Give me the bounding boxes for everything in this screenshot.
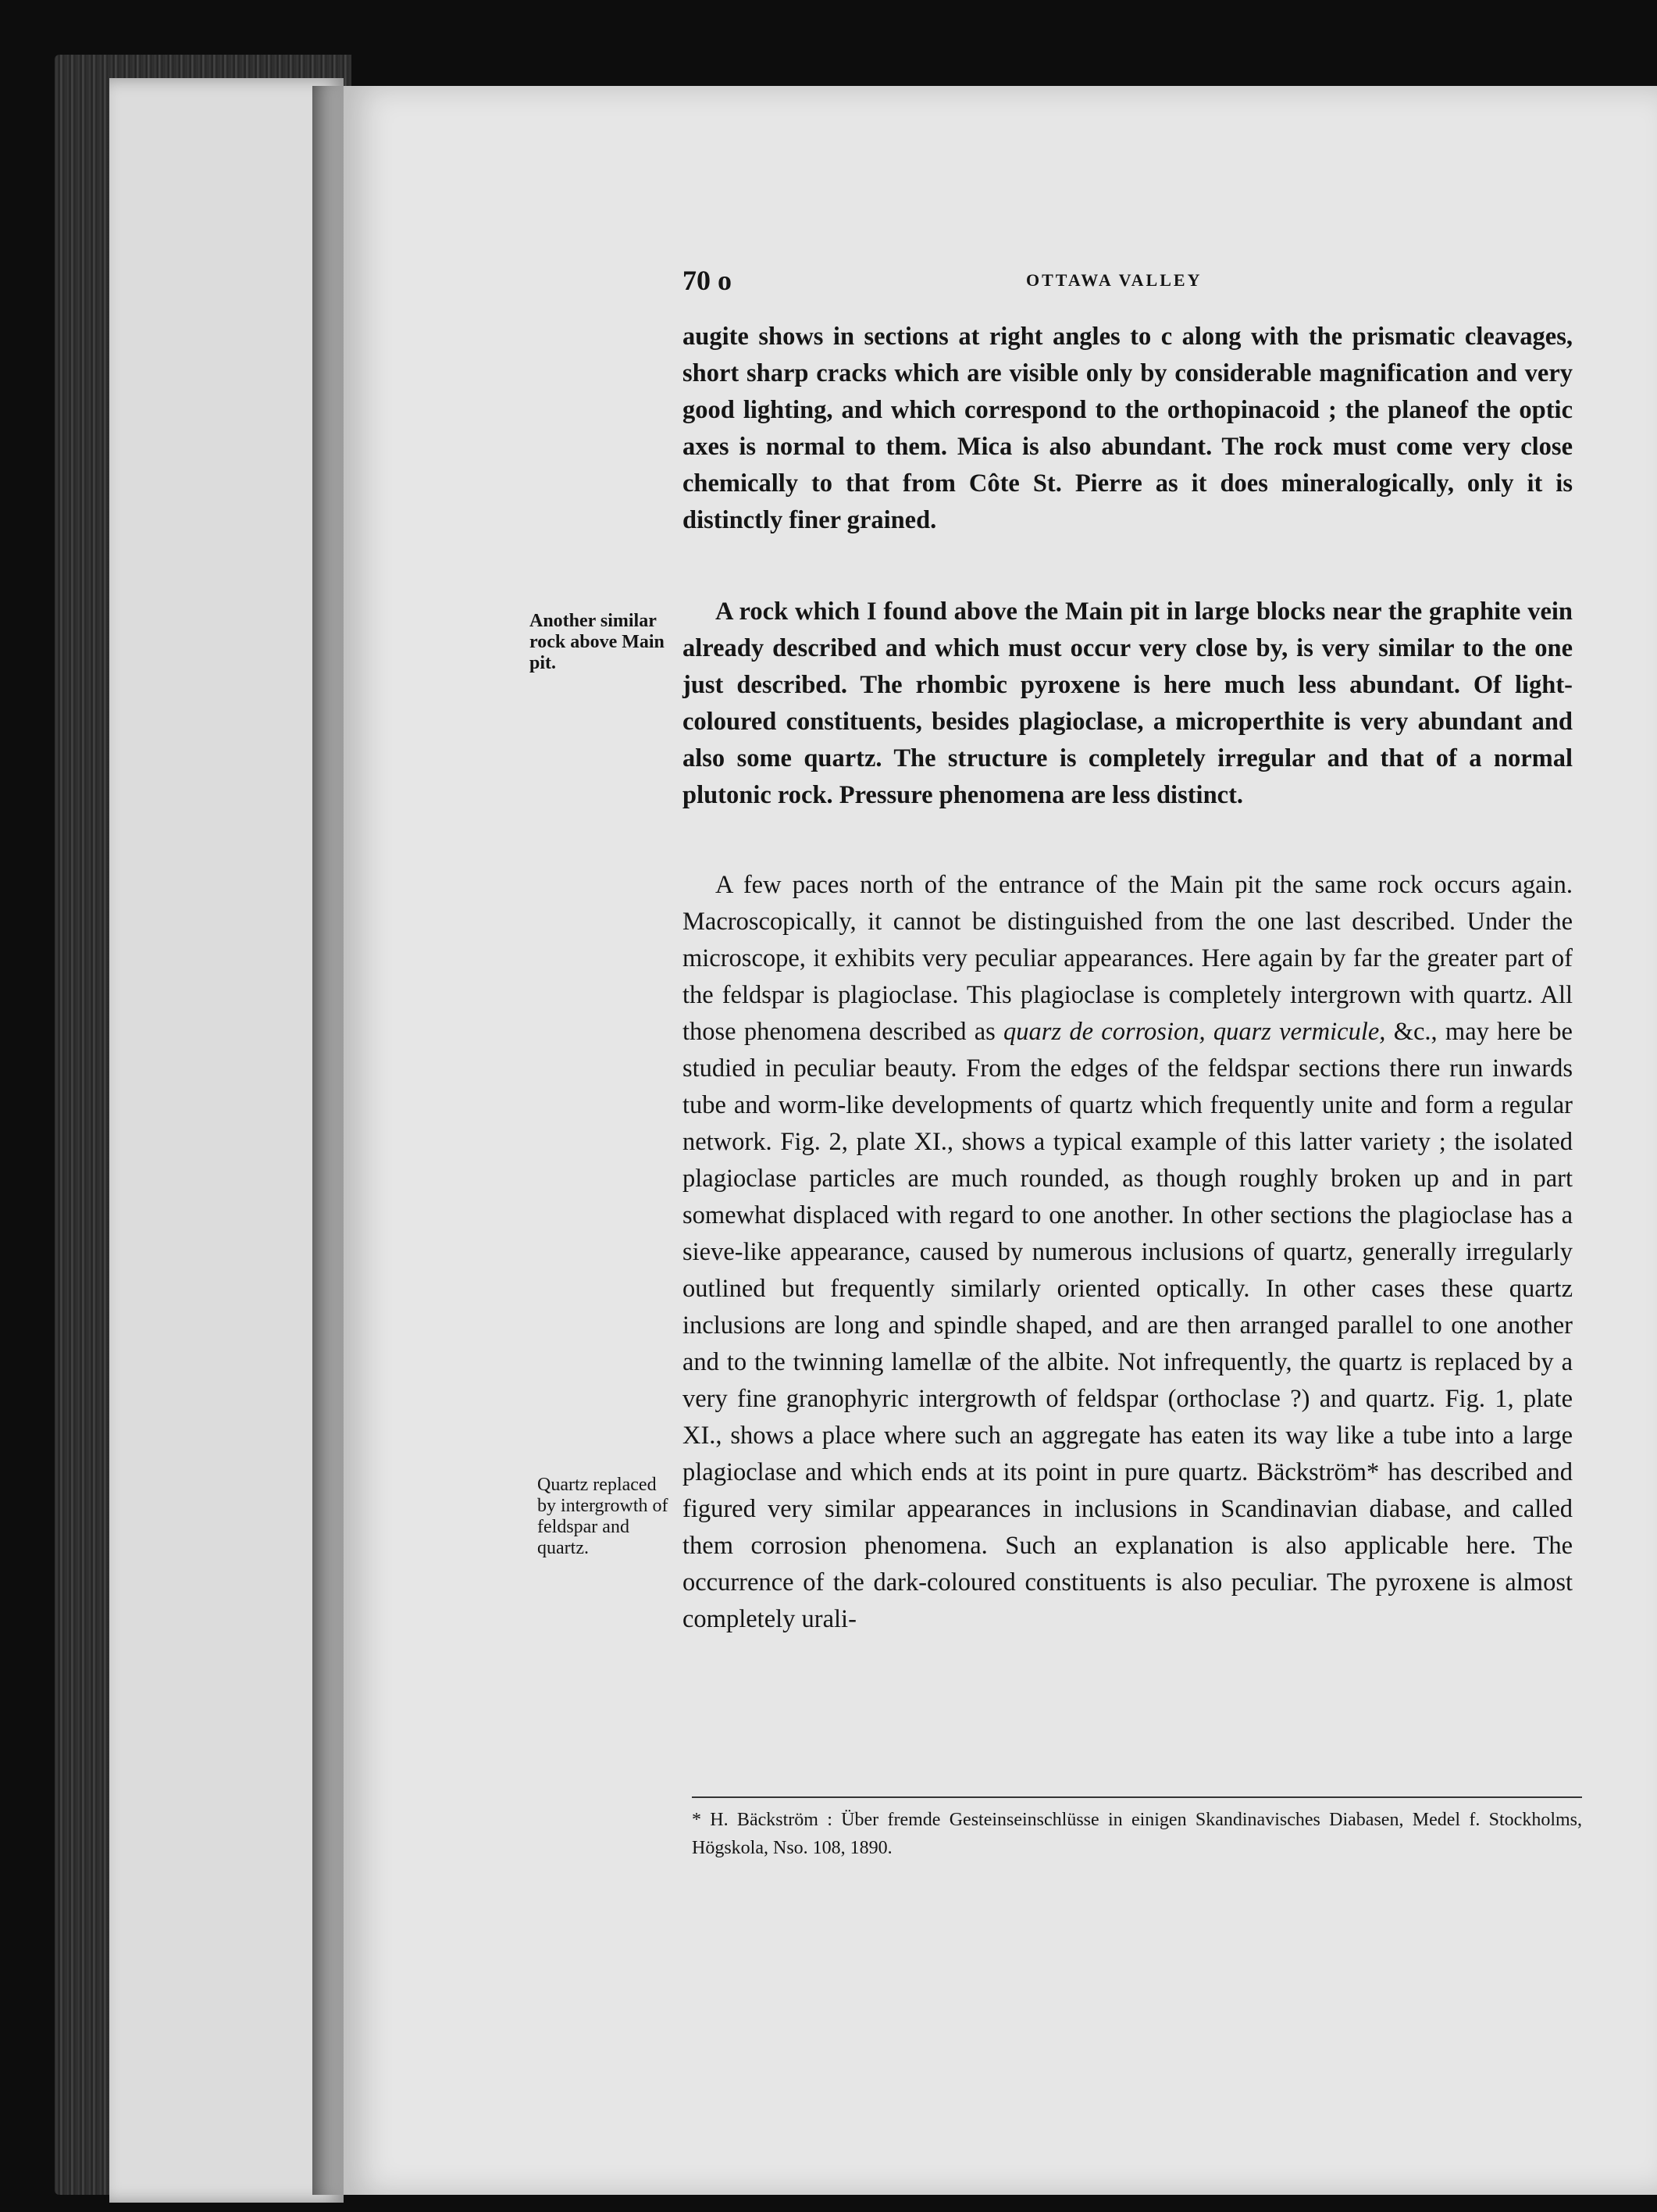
- footnote-rule: [692, 1796, 1582, 1798]
- page-number: 70 o: [682, 265, 732, 296]
- paragraph-text: &c., may here be studied in peculiar beauty. From the edges of the feldspar sections there run inwards tube and worm-like developments of quartz which frequently unite and form a regular network. Fig. 2, plate XI., shows a typical example of this latter variety ; the isolated plagioclase particles are much rounded, as though roughly broken up and in part somewhat displaced with regard to one another. In other sections the plagioclase has a sieve-like appearance, caused by numerous inclusions of quartz, generally irregularly outlined but frequently similarly oriented optically. In other cases these quartz inclusions are long and spindle shaped, and are then arranged parallel to one another and to the twinning lamellæ of the albite. Not infrequently, the quartz is replaced by a very fine granophyric intergrowth of feldspar (orthoclase ?) and quartz. Fig. 1, plate XI., shows a place where such an aggregate has eaten its way like a tube into a large plagioclase and which ends at its point in pure quartz. Bäckström* has described and figured very similar appearances in inclusions in Scandinavian diabase, and called them corrosion phenomena. Such an explanation is also applicable here. The occurrence of the dark-coloured constituents is also peculiar. The pyroxene is almost completely urali-: [682, 1018, 1573, 1633]
- page-header: [682, 264, 1580, 303]
- italic-phrase: quarz de corrosion, quarz vermicule,: [1003, 1018, 1386, 1046]
- gutter-strip: [109, 78, 344, 2203]
- running-head: OTTAWA VALLEY: [1026, 270, 1203, 290]
- body-paragraph: augite shows in sections at right angles to c along with the prismatic cleavages, short sharp cracks which are visible only by considerable magnification and very good lighting, and which correspond to the orthopinacoid ; the planeof the optic axes is normal to them. Mica is also abundant. The rock must come very close chemically to that from Côte St. Pierre as it does mineralogically, only it is distinctly finer grained.: [682, 323, 1573, 534]
- body-paragraph: A rock which I found above the Main pit in large blocks near the graphite vein already described and which must occur very close by, is very similar to the one just described. The rhombic pyroxene is here much less abundant. Of light-coloured constituents, besides plagioclase, a microperthite is very abundant and also some quartz. The structure is completely irregular and that of a normal plutonic rock. Pressure phenomena are less distinct.: [682, 598, 1573, 809]
- margin-note: Another similar rock above Main pit.: [529, 611, 665, 673]
- gutter-shadow: [312, 86, 344, 2195]
- body-paragraph: [682, 867, 1573, 1638]
- footnote: * H. Bäckström : Über fremde Gesteinseinschlüsse in einigen Skandinavisches Diabasen, Medel f. Stockholms, Högskola, Nso. 108, 1890.: [692, 1810, 1582, 1858]
- margin-note: Quartz replaced by intergrowth of feldspar and quartz.: [537, 1475, 668, 1558]
- paragraph-text: A few paces north of the entrance of the Main pit the same rock occurs again. Macroscopically, it cannot be distinguished from the one last described. Under the microscope, it exhibits very peculiar appearances. Here again by far the greater part of the feldspar is plagioclase. This plagioclase is completely intergrown with quartz. All those phenomena described as: [682, 871, 1573, 1046]
